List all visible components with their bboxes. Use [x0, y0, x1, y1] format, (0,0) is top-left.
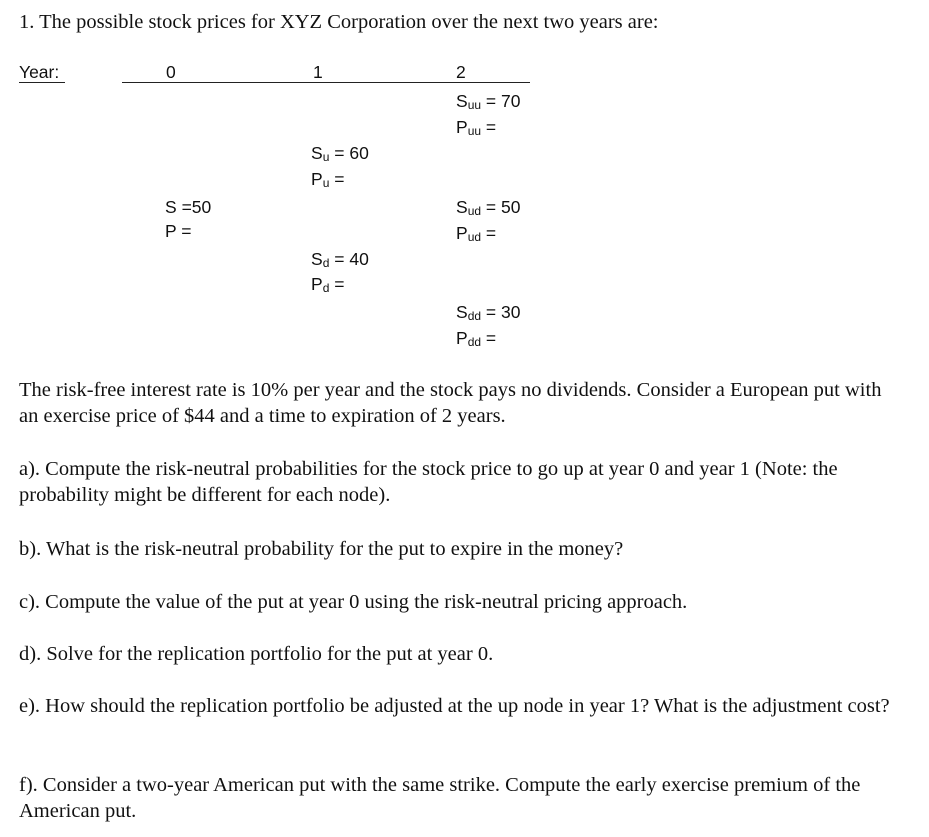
node-d-price: $S_d = 40$ [311, 249, 369, 270]
node-d-put: $P_d$ = [311, 274, 345, 295]
node-ud-price: $S_{ud} = 50$ [456, 197, 521, 218]
node-ud-put: $P_{ud}$ = [456, 223, 497, 244]
node-s0-put: P = [165, 221, 192, 241]
part-a: a). Compute the risk-neutral probabilities for the stock price to go up at year 0 and year 1 (Note: the probability might be different for each node). [19, 458, 838, 506]
year-2-label: 2 [456, 62, 466, 82]
year-label: Year: [19, 62, 60, 82]
part-e: e). How should the replication portfolio be adjusted at the up node in year 1? What is the adjustment cost? [19, 695, 890, 717]
part-d: d). Solve for the replication portfolio for the put at year 0. [19, 643, 494, 665]
year-1-label: 1 [313, 62, 323, 82]
year-label-underline [19, 82, 65, 83]
intro-paragraph: The risk-free interest rate is 10% per year and the stock pays no dividends. Consider a European put with an exercise price of $44 and a time to expiration of 2 years. [19, 379, 882, 427]
node-dd-price: $S_{dd} = 30$ [456, 302, 521, 323]
node-uu-price: $S_{uu} = 70$ [456, 91, 521, 112]
node-u-price: $S_u = 60$ [311, 143, 369, 164]
year-0-label: 0 [166, 62, 176, 82]
part-f: f). Consider a two-year American put with the same strike. Compute the early exercise premium of the American put. [19, 774, 861, 822]
part-c: c). Compute the value of the put at year 0 using the risk-neutral pricing approach. [19, 591, 688, 613]
part-b: b). What is the risk-neutral probability for the put to expire in the money? [19, 538, 624, 560]
question-title: 1. The possible stock prices for XYZ Corporation over the next two years are: [19, 11, 659, 33]
header-rule [122, 82, 530, 83]
node-u-put: $P_u$ = [311, 169, 345, 190]
node-dd-put: $P_{dd}$ = [456, 328, 497, 349]
node-s0-price: S =50 [165, 197, 212, 217]
node-uu-put: $P_{uu}$ = [456, 117, 497, 138]
